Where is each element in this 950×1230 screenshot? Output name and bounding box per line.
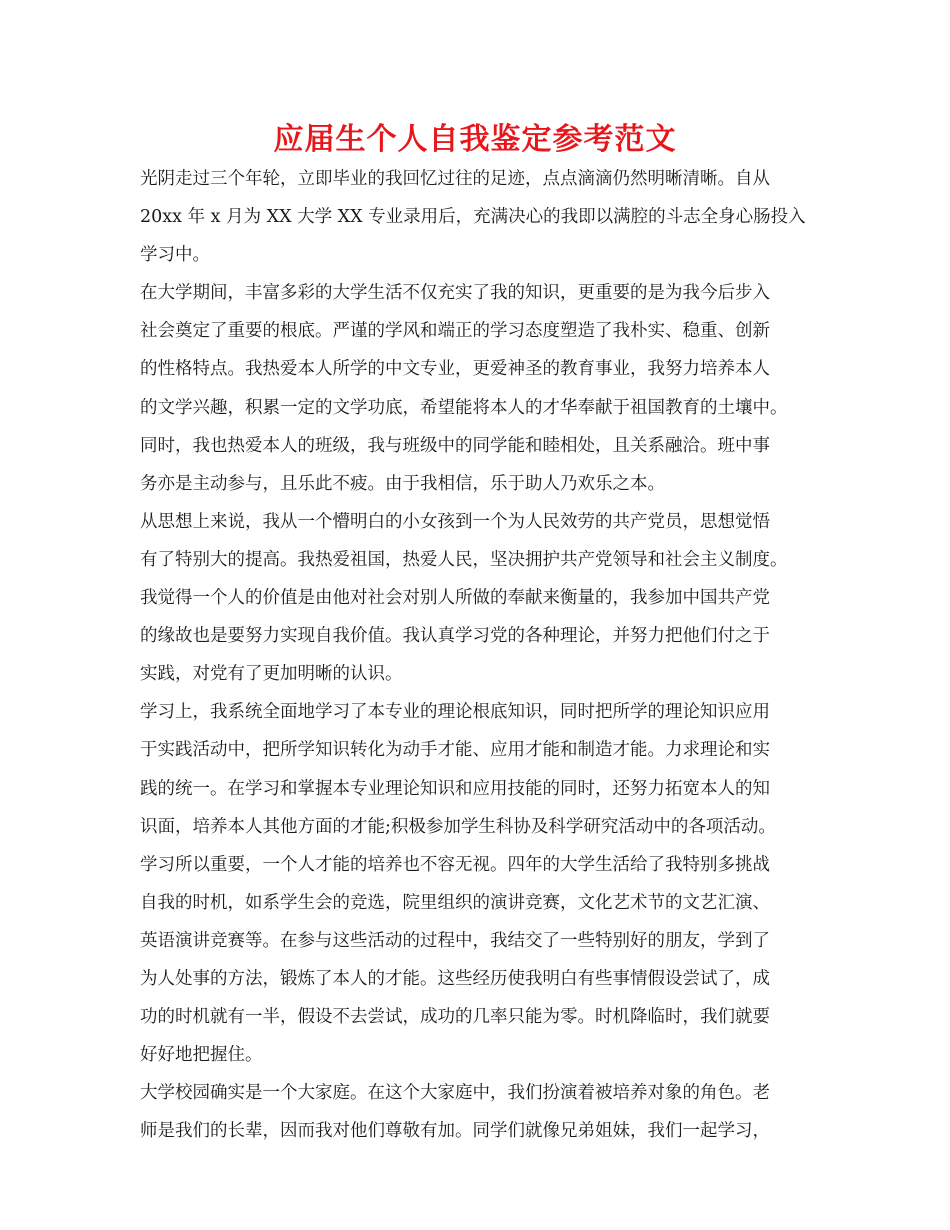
text-line: 大学校园确实是一个大家庭。在这个大家庭中，我们扮演着被培养对象的角色。老 <box>140 1083 770 1104</box>
paragraph <box>140 274 830 503</box>
text-line: 社会奠定了重要的根底。严谨的学风和端正的学习态度塑造了我朴实、稳重、创新 <box>140 321 770 342</box>
text-line: 我觉得一个人的价值是由他对社会对别人所做的奉献来衡量的，我参加中国共产党 <box>140 588 770 609</box>
text-line: 好好地把握住。 <box>140 1045 263 1066</box>
document-title: 应届生个人自我鉴定参考范文 <box>273 122 677 157</box>
text-line: 从思想上来说，我从一个懵明白的小女孩到一个为人民效劳的共产党员，思想觉悟 <box>140 511 770 532</box>
paragraph <box>140 503 830 693</box>
text-line: 英语演讲竞赛等。在参与这些活动的过程中，我结交了一些特别好的朋友，学到了 <box>140 930 770 951</box>
text-line: 功的时机就有一半，假设不去尝试，成功的几率只能为零。时机降临时，我们就要 <box>140 1007 770 1028</box>
text-line: 为人处事的方法，锻炼了本人的才能。这些经历使我明白有些事情假设尝试了，成 <box>140 968 770 989</box>
paragraph <box>140 1074 830 1150</box>
text-line: 的性格特点。我热爱本人所学的中文专业，更爱神圣的教育事业，我努力培养本人 <box>140 359 770 380</box>
text-line: 自我的时机，如系学生会的竞选，院里组织的演讲竞赛，文化艺术节的文艺汇演、 <box>140 892 770 913</box>
document-body <box>140 160 830 1150</box>
text-line: 识面，培养本人其他方面的才能;积极参加学生科协及科学研究活动中的各项活动。 <box>140 816 776 837</box>
text-line: 务亦是主动参与，且乐此不疲。由于我相信，乐于助人乃欢乐之本。 <box>140 473 665 494</box>
text-line: 师是我们的长辈，因而我对他们尊敬有加。同学们就像兄弟姐妹，我们一起学习， <box>140 1121 770 1142</box>
text-line: 的文学兴趣，积累一定的文学功底，希望能将本人的才华奉献于祖国教育的土壤中。 <box>140 397 788 418</box>
text-line: 学习所以重要，一个人才能的培养也不容无视。四年的大学生活给了我特别多挑战 <box>140 854 770 875</box>
text-line: 的缘故也是要努力实现自我价值。我认真学习党的各种理论，并努力把他们付之于 <box>140 626 770 647</box>
text-line: 在大学期间，丰富多彩的大学生活不仅充实了我的知识，更重要的是为我今后步入 <box>140 283 770 304</box>
text-line: 于实践活动中，把所学知识转化为动手才能、应用才能和制造才能。力求理论和实 <box>140 740 770 761</box>
text-line: 学习中。 <box>140 245 210 266</box>
paragraph <box>140 160 830 274</box>
text-line: 学习上，我系统全面地学习了本专业的理论根底知识，同时把所学的理论知识应用 <box>140 702 770 723</box>
text-line: 践的统一。在学习和掌握本专业理论知识和应用技能的同时，还努力拓宽本人的知 <box>140 778 770 799</box>
text-line: 光阴走过三个年轮，立即毕业的我回忆过往的足迹，点点滴滴仍然明晰清晰。自从 <box>140 169 770 189</box>
paragraph <box>140 693 830 1074</box>
text-line: 实践，对党有了更加明晰的认识。 <box>140 664 403 685</box>
text-line: 同时，我也热爱本人的班级，我与班级中的同学能和睦相处，且关系融洽。班中事 <box>140 435 770 456</box>
text-line: 有了特别大的提高。我热爱祖国，热爱人民，坚决拥护共产党领导和社会主义制度。 <box>140 549 788 570</box>
text-line: 20xx 年 x 月为 XX 大学 XX 专业录用后，充满决心的我即以满腔的斗志全身心肠投入 <box>140 207 806 228</box>
